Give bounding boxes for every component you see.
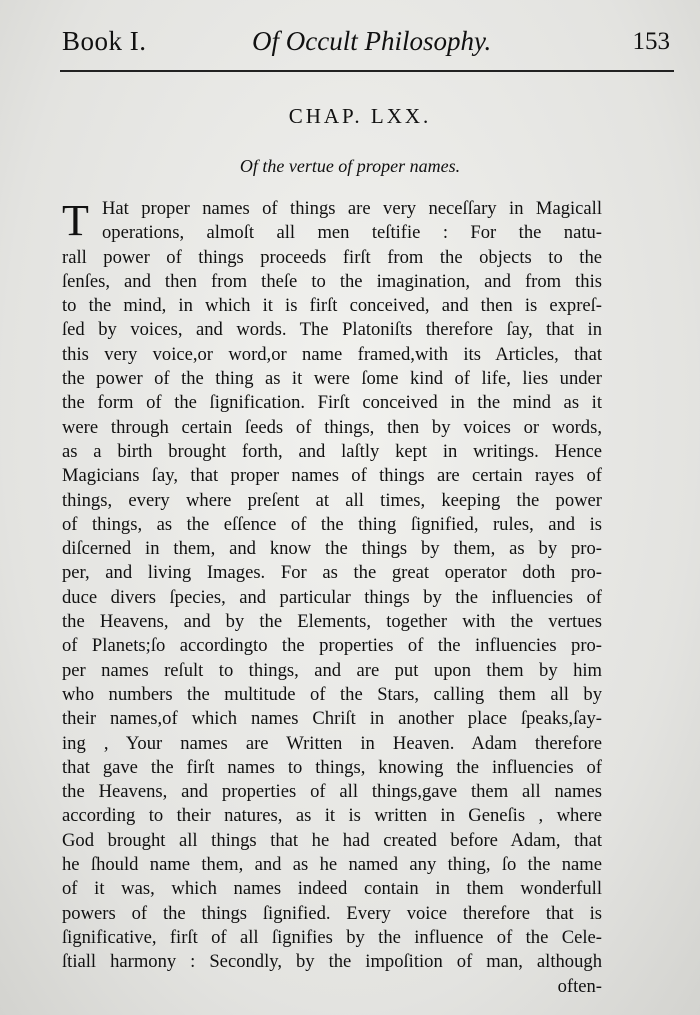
text-line: of things, as the eſſence of the thing ſignified, rules, and is (62, 513, 602, 535)
text-line: ſed by voices, and words. The Platoniſts therefore ſay, that in (62, 319, 602, 341)
text-line: Magicians ſay, that proper names of things are certain rayes of (62, 465, 602, 487)
text-line: the Heavens, and properties of all things,gave them all names (62, 781, 602, 803)
text-line: the Heavens, and by the Elements, together with the vertues (62, 611, 602, 633)
text-line: he ſhould name them, and as he named any thing, ſo the name (62, 854, 602, 876)
text-line: of Planets;ſo accordingto the properties of the influencies pro- (62, 635, 602, 657)
book-label: Book I. (62, 26, 147, 56)
text-line: to the mind, in which it is firſt conceived, and then is expreſ- (62, 295, 602, 317)
running-title: Of Occult Philosophy. (252, 26, 492, 56)
text-line: ſignificative, firſt of all ſignifies by the influence of the Cele- (62, 926, 602, 948)
text-line: God brought all things that he had created before Adam, that (62, 829, 602, 851)
text-line: per names reſult to things, and are put upon them by him (62, 659, 602, 681)
text-line: according to their natures, as it is written in Geneſis , where (62, 805, 602, 827)
text-line: as a birth brought forth, and laſtly kept in writings. Hence (62, 440, 602, 462)
text-line: Hat proper names of things are very neceſſary in Magicall (102, 198, 602, 219)
text-line: duce divers ſpecies, and particular things by the influencies of (62, 586, 602, 608)
text-line: of it was, which names indeed contain in them wonderfull (62, 878, 602, 900)
text-line: their names,of which names Chriſt in another place ſpeaks,ſay- (62, 708, 602, 730)
catchword: often- (557, 975, 602, 997)
text-line: powers of the things ſignified. Every voice therefore that is (62, 902, 602, 924)
text-line: the power of the thing as it were ſome kind of life, lies under (62, 368, 602, 390)
text-line: were through certain ſeeds of things, then by voices or words, (62, 416, 602, 438)
text-line: things, every where preſent at all times, keeping the power (62, 489, 602, 511)
chapter-subtitle: Of the vertue of proper names. (239, 156, 461, 176)
text-line: ing , Your names are Written in Heaven. Adam therefore (62, 732, 602, 754)
text-line: ſenſes, and then from theſe to the imagination, and from this (62, 270, 602, 292)
chapter-heading: CHAP. LXX. (288, 104, 432, 128)
running-header (62, 26, 672, 70)
drop-cap: T (62, 196, 89, 245)
text-line: the form of the ſignification. Firſt conceived in the mind as it (62, 392, 602, 414)
header-rule (60, 70, 674, 72)
text-line: that gave the firſt names to things, knowing the influencies of (62, 756, 602, 778)
text-line: operations, almoſt all men teſtifie : For the natu- (102, 222, 602, 244)
text-line: diſcerned in them, and know the things by them, as by pro- (62, 538, 602, 560)
page-number: 153 (632, 28, 670, 55)
text-line: who numbers the multitude of the Stars, calling them all by (62, 683, 602, 705)
chapter-body (62, 197, 602, 999)
text-line: rall power of things proceeds firſt from the objects to the (62, 246, 602, 268)
text-line: ſtiall harmony : Secondly, by the impoſition of man, although (62, 951, 602, 973)
text-line: per, and living Images. For as the great operator doth pro- (62, 562, 602, 584)
text-line: this very voice,or word,or name framed,with its Articles, that (62, 343, 602, 365)
